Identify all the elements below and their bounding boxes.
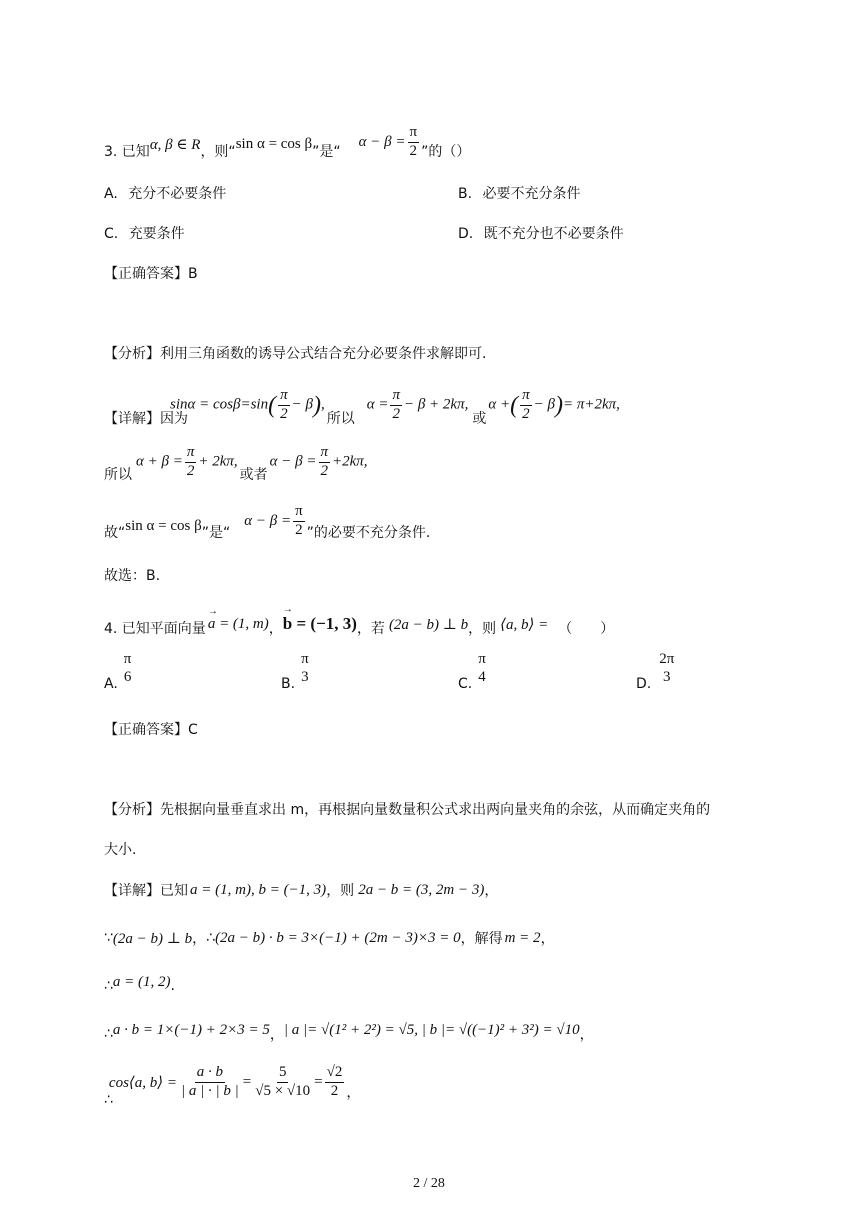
q4-option-d-key: D. xyxy=(636,675,652,692)
q4-option-b-num: π xyxy=(301,651,309,667)
q3-eq1-inner: − β xyxy=(291,396,313,413)
q3-option-d-text: 既不充分也不必要条件 xyxy=(483,226,624,242)
q4-comma3: ， xyxy=(540,931,555,947)
q3-mid2: ”是“ xyxy=(312,144,341,160)
q4-a-value: a = (1, 2) xyxy=(112,973,171,990)
q3-frac-num: π xyxy=(408,125,420,143)
q3-eq1-left: sinα = cosβ=sin xyxy=(170,396,269,413)
q3-option-c-text: 充要条件 xyxy=(128,226,185,242)
q3-option-a-text: 充分不必要条件 xyxy=(128,186,227,202)
q3-concl-stmt1: sin α = cos β xyxy=(125,517,202,534)
q4-perp-expr: (2a − b) ⊥ b xyxy=(388,616,469,633)
q3-option-a xyxy=(104,183,226,203)
q4-known-expr: a = (1, m), b = (−1, 3) xyxy=(190,881,327,898)
q3-concl-prefix: 故“ xyxy=(104,525,126,541)
q4-therefore: ∴ xyxy=(206,930,216,946)
q3-choose: 故选：B. xyxy=(104,568,161,584)
q3-eq3-right: = π+2kπ, xyxy=(562,396,620,413)
q3-detail-line2 xyxy=(104,440,368,484)
q3-condition: α, β ∈ R xyxy=(149,136,201,153)
q3-conclusion xyxy=(104,496,430,546)
q3-concl-mid: ”是“ xyxy=(201,525,231,541)
q3-analysis-text: 利用三角函数的诱导公式结合充分必要条件求解即可. xyxy=(160,346,487,362)
q4-detail-line4 xyxy=(104,1016,594,1044)
q4-option-b xyxy=(281,652,313,692)
q4-dot-expr: (2a − b) · b = 3×(−1) + (2m − 3)×3 = 0 xyxy=(215,929,461,946)
q4-cos-f3-num: √2 xyxy=(325,1065,345,1083)
q3-so: 所以 xyxy=(326,411,355,427)
q3-detail-label: 【详解】 xyxy=(104,411,160,427)
q4-option-a-key: A. xyxy=(104,675,118,692)
q3-answer-value: B xyxy=(188,266,198,282)
q3-eq1: sinα = cosβ=sin( $\frac{\pi}{2}$ − β), xyxy=(170,386,325,422)
q4-analysis-line2: 大小. xyxy=(104,842,137,858)
q4-comma4: ， xyxy=(269,1027,284,1043)
q4-prefix: 4. 已知平面向量 xyxy=(104,621,206,637)
q3-analysis-label: 【分析】 xyxy=(104,346,160,362)
q3-mid1: ，则“ xyxy=(200,144,236,160)
q3-detail-line1 xyxy=(104,380,620,430)
q3-eq2-left: α = xyxy=(366,396,389,413)
q3-eq5-right: +2kπ, xyxy=(332,453,368,470)
q3-statement2-fraction xyxy=(408,125,420,160)
q4-because: ∵ xyxy=(104,930,113,946)
q3-suffix: ”的（） xyxy=(421,144,471,160)
q4-cos-frac3 xyxy=(325,1065,345,1100)
q3-statement1: sin α = cos β xyxy=(235,135,313,152)
q4-blank: （ ） xyxy=(558,621,615,637)
q3-concl-suffix: ”的必要不充分条件. xyxy=(306,525,431,541)
q4-therefore2: ∴ xyxy=(104,978,113,994)
q4-angle: ⟨a, b⟩ = xyxy=(500,616,549,633)
q3-concl-stmt2-left: α − β = xyxy=(244,512,292,529)
q4-option-b-den: 3 xyxy=(301,668,309,685)
q3-option-c-key: C. xyxy=(104,226,119,242)
q3-option-d-key: D. xyxy=(458,226,474,242)
q3-option-a-key: A. xyxy=(104,186,118,202)
q3-statement2-left: α − β = xyxy=(358,133,406,150)
q4-option-a-num: π xyxy=(123,651,132,667)
q3-eq3: α +( $\frac{\pi}{2}$ − β)= π+2kπ, xyxy=(488,386,620,422)
q3-answer-label: 【正确答案】 xyxy=(104,266,188,282)
q4-vec-b: → b = (−1, 3) xyxy=(283,614,357,634)
q4-cos-f2-den: √5 × √10 xyxy=(255,1082,311,1099)
q4-option-d-den: 3 xyxy=(663,668,671,685)
q3-detail-because: 因为 xyxy=(160,411,188,427)
q3-option-d xyxy=(458,223,624,243)
q4-detail-label: 【详解】 xyxy=(104,883,160,899)
q4-analysis-line1 xyxy=(104,799,710,819)
q4-dot-ab: a · b = 1×(−1) + 2×3 = 5 xyxy=(112,1021,270,1038)
q3-option-b-text: 必要不充分条件 xyxy=(482,186,581,202)
q4-then-expr: 2a − b = (3, 2m − 3) xyxy=(358,881,485,898)
q4-known: 已知 xyxy=(160,883,188,899)
q3-eq5: α − β = $\frac{\pi}{2}$ +2kπ, xyxy=(269,443,368,479)
q4-comma6: ， xyxy=(346,1085,361,1101)
q3-eq4-right: + 2kπ, xyxy=(198,453,238,470)
q4-cos-f1-num: a · b xyxy=(195,1065,225,1083)
q3-eq2: α = $\frac{\pi}{2}$ − β + 2kπ, xyxy=(366,386,469,422)
q3-or: 或 xyxy=(472,411,487,427)
q3-concl-frac-den: 2 xyxy=(295,521,303,538)
q4-solve: ，解得 xyxy=(460,931,503,947)
q4-therefore4: ∴ xyxy=(104,1092,113,1108)
q3-option-b xyxy=(458,183,581,203)
q4-option-c-key: C. xyxy=(458,675,473,692)
q4-cos-f2-num: 5 xyxy=(277,1065,289,1083)
q4-cos-frac2 xyxy=(253,1065,312,1100)
q4-answer-value: C xyxy=(188,722,198,738)
q4-option-c-num: π xyxy=(478,651,486,667)
q4-option-a xyxy=(104,652,135,692)
q4-because-expr: (2a − b) ⊥ b xyxy=(112,930,193,947)
q3-eq3-left: α + xyxy=(488,396,511,413)
q3-eq2-right: − β + 2kπ, xyxy=(403,396,469,413)
q3-answer xyxy=(104,263,198,283)
q4-sep2: ，若 xyxy=(356,621,385,637)
q4-detail-line1 xyxy=(104,880,498,900)
q3-prefix: 3. 已知 xyxy=(104,144,150,160)
q4-analysis-label: 【分析】 xyxy=(104,802,160,818)
q4-then: ，则 xyxy=(326,883,355,899)
q4-option-d-num: 2π xyxy=(659,651,675,667)
q3-option-b-key: B. xyxy=(458,186,473,202)
q4-vec-b-value: = (−1, 3) xyxy=(296,614,357,633)
q4-comma2: ， xyxy=(192,931,207,947)
q4-option-d xyxy=(636,652,678,692)
q3-frac-den: 2 xyxy=(409,142,418,159)
q3-option-c xyxy=(104,223,185,243)
q3-stem xyxy=(104,118,470,166)
q4-detail-line5: ∴ cos⟨a, b⟩ = $\frac{a \cdot b}{| a | \cdot | b |}$ = $\frac{5}{√5 \times √10}$ = $\frac{√2}{2}$ ， xyxy=(104,1063,361,1108)
q4-answer xyxy=(104,719,198,739)
q4-m-value: m = 2 xyxy=(504,929,541,946)
q3-so2: 所以 xyxy=(104,467,132,483)
q4-option-a-den: 6 xyxy=(123,668,132,685)
q4-option-b-key: B. xyxy=(281,675,296,692)
q4-magnitudes: | a |= √(1² + 2²) = √5, | b |= √((−1)² + 3²) = √10 xyxy=(283,1021,580,1038)
q4-cos-f3-den: 2 xyxy=(330,1082,339,1099)
q4-detail-line3: ∴ a = (1, 2) . xyxy=(104,973,175,994)
q4-option-c xyxy=(458,652,490,692)
q3-eq4: α + β = $\frac{\pi}{2}$ + 2kπ, xyxy=(136,443,238,479)
q3-concl-frac-num: π xyxy=(293,504,305,522)
q3-eq4-left: α + β = xyxy=(136,453,183,470)
q4-comma5: ， xyxy=(579,1027,594,1043)
q4-comma: ， xyxy=(484,883,499,899)
q4-cos-f1-den: | a | · | b | xyxy=(181,1082,239,1099)
q4-stem xyxy=(104,604,614,644)
q3-analysis xyxy=(104,343,486,363)
q4-answer-label: 【正确答案】 xyxy=(104,722,188,738)
q4-vec-a-value: = (1, m) xyxy=(219,615,269,632)
q4-sep3: ，则 xyxy=(468,621,497,637)
q4-detail-line2 xyxy=(104,928,555,948)
q4-sep1: ， xyxy=(268,621,283,637)
q4-option-c-den: 4 xyxy=(478,668,486,685)
q3-eq5-left: α − β = xyxy=(269,453,317,470)
q4-cos-frac1 xyxy=(179,1065,241,1100)
page-number: 2 / 28 xyxy=(413,1176,445,1191)
q3-or2: 或者 xyxy=(239,467,268,483)
q4-vec-a: → a = (1, m) xyxy=(208,616,269,633)
q4-analysis-text1: 先根据向量垂直求出 m，再根据向量数量积公式求出两向量夹角的余弦，从而确定夹角的 xyxy=(160,802,711,818)
q4-therefore3: ∴ xyxy=(104,1026,113,1042)
q4-cos-left: cos⟨a, b⟩ = xyxy=(108,1074,177,1091)
